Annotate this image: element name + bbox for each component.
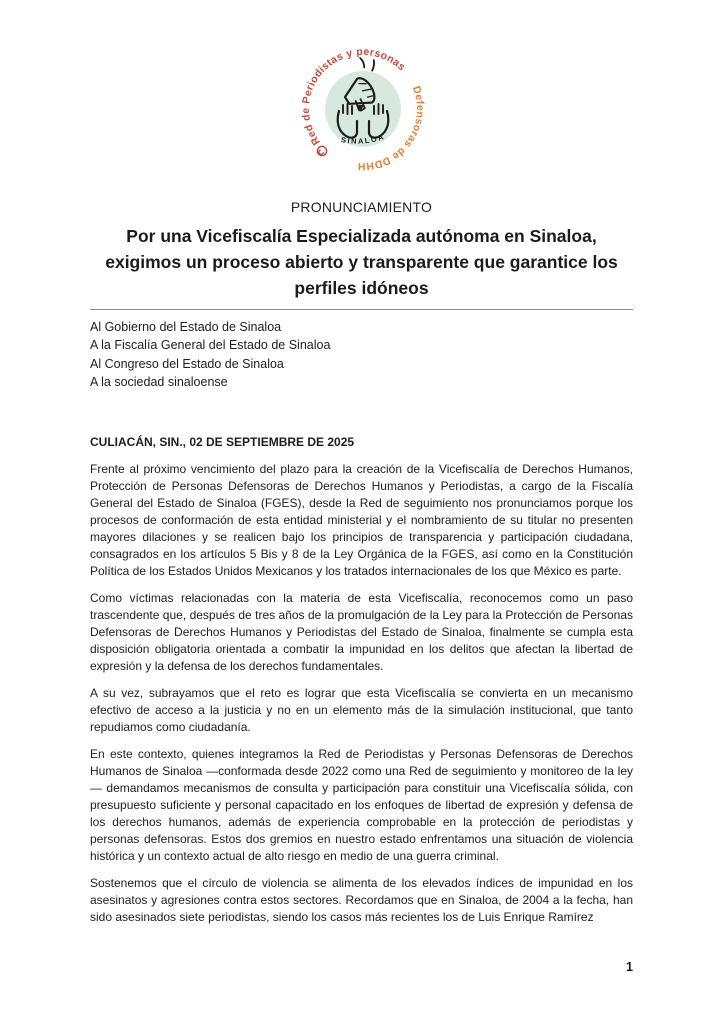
logo-sinaloa-label: SINALOA (339, 131, 386, 146)
dateline: CULIACÁN, SIN., 02 DE SEPTIEMBRE DE 2025 (90, 434, 355, 449)
title-divider (90, 309, 633, 310)
document-body (90, 461, 633, 926)
document-kicker: PRONUNCIAMIENTO (290, 199, 433, 215)
logo-arc-text-red: Red de Periodistas y personas (299, 45, 408, 148)
page-number: 1 (626, 960, 633, 974)
body-paragraph: En este contexto, quienes integramos la Red de Periodistas y Personas Defensoras de Derechos Humanos de Sinaloa —conformada desde 2022 como una Red de seguimiento y monitoreo de la ley— demandamos mecanismos de consulta y participación para constituir una Vicefiscalía sólida, con presupuesto suficiente y personal capacitado en los enfoques de libertad de expresión y defensa de los derechos humanos, además de experiencia comprobable en la protección de periodistas y personas defensoras. Estos dos gremios en nuestro estado enfrentamos una situación de violencia histórica y un contexto actual de alto riesgo en medio de una guerra criminal. (90, 746, 633, 863)
addressee-line: Al Gobierno del Estado de Sinaloa (90, 320, 282, 334)
body-paragraph: Sostenemos que el círculo de violencia se alimenta de los elevados índices de impunidad en los asesinatos y agresiones contra estos sectores. Recordamos que en Sinaloa, de 2004 a la fecha, han sido asesinados siete periodistas, siendo los casos más recientes los de Luis Enrique Ramírez (90, 875, 633, 924)
addressee-line: A la Fiscalía General del Estado de Sinaloa (90, 338, 331, 353)
addressee-line: A la sociedad sinaloense (90, 375, 228, 390)
body-paragraph: Como víctimas relacionadas con la materia de esta Vicefiscalía, reconocemos como un paso trascendente que, después de tres años de la promulgación de la Ley para la Protección de Personas Defensoras de Derechos Humanos y Periodistas del Estado de Sinaloa, finalmente se cumpla esta disposición obligatoria orientada a combatir la impunidad en los delitos que afectan la libertad de expresión y la defensa de los derechos fundamentales. (90, 590, 633, 673)
body-paragraph: Frente al próximo vencimiento del plazo para la creación de la Vicefiscalía de Derechos Humanos, Protección de Personas Defensoras de Derechos Humanos y Periodistas, a cargo de la Fiscalía General del Estado de Sinaloa (FGES), desde la Red de seguimiento nos pronunciamos porque los procesos de conformación de esta entidad ministerial y el nombramiento de su titular no presenten mayores dilaciones y se realicen bajo los principios de transparencia y participación ciudadana, consagrados en los artículos 5 Bis y 8 de la Ley Orgánica de la FGES, así como en la Constitución Política de los Estados Unidos Mexicanos y los tratados internacionales de los que México es parte. (90, 461, 633, 578)
logo-arc-text-orange: Defensoras de DDHH (356, 84, 426, 173)
logo-badge-icon (317, 146, 326, 155)
organization-logo (293, 45, 433, 173)
body-paragraph: A su vez, subrayamos que el reto es lograr que esta Vicefiscalía se convierta en un mecanismo efectivo de acceso a la justicia y no en un elemento más de la simulación institucional, que tanto repudiamos como ciudadanía. (90, 685, 633, 734)
addressee-line: Al Congreso del Estado de Sinaloa (90, 356, 284, 371)
document-title: Por una Vicefiscalía Especializada autónoma en Sinaloa, exigimos un proceso abierto y transparente que garantice los perfiles idóneos (105, 226, 618, 298)
document-content (90, 199, 633, 926)
addressee-list (90, 318, 633, 392)
